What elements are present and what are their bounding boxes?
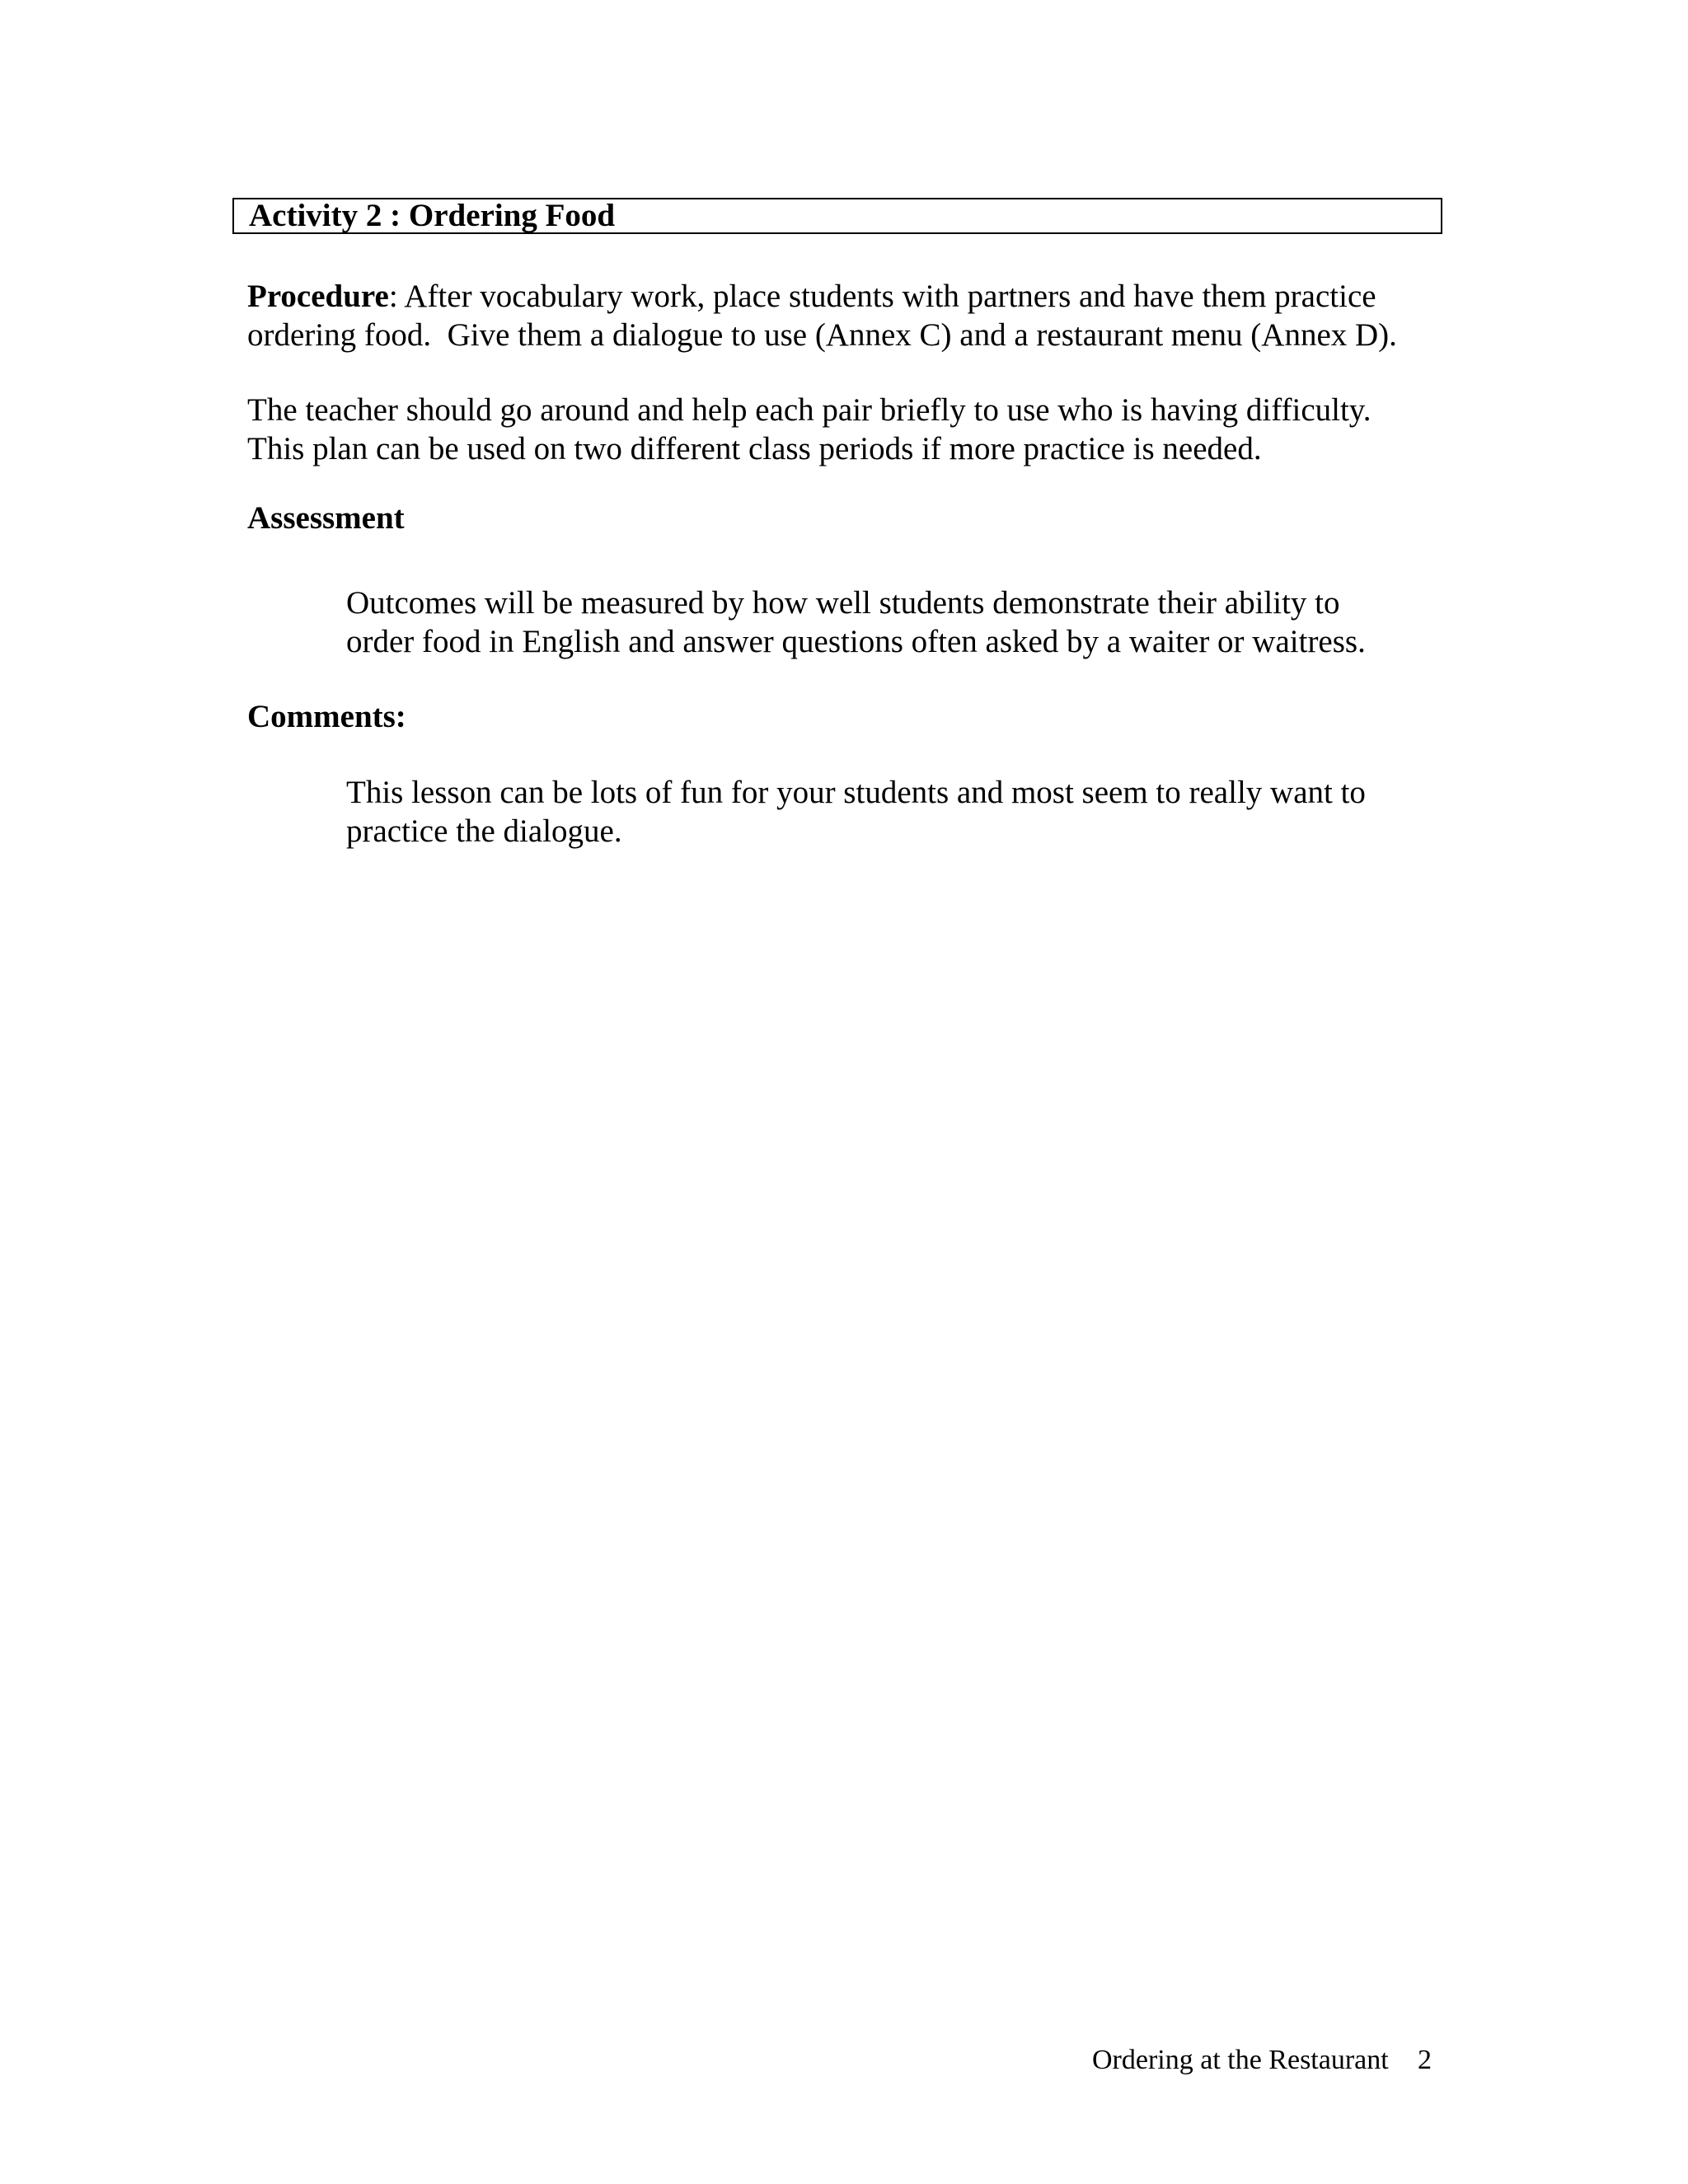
assessment-heading: Assessment xyxy=(247,500,405,536)
assessment-line-2: order food in English and answer questions often asked by a waiter or waitress. xyxy=(346,624,1366,659)
activity-title: Activity 2 : Ordering Food xyxy=(249,198,616,233)
footer-title: Ordering at the Restaurant xyxy=(1092,2045,1389,2075)
footer-page-number: 2 xyxy=(1418,2045,1432,2075)
teacher-note-paragraph xyxy=(247,391,1372,468)
procedure-text: : After vocabulary work, place students with partners and have them practice xyxy=(388,279,1376,314)
procedure-paragraph xyxy=(247,277,1397,354)
assessment-paragraph xyxy=(346,583,1366,661)
comments-heading: Comments: xyxy=(247,699,406,734)
procedure-line-1 xyxy=(247,277,1397,316)
comments-paragraph xyxy=(346,773,1366,851)
comments-line-2: practice the dialogue. xyxy=(346,813,622,849)
comments-line-1: This lesson can be lots of fun for your students and most seem to really want to xyxy=(346,775,1366,810)
activity-title-box xyxy=(232,198,1442,234)
procedure-label: Procedure xyxy=(247,279,389,314)
procedure-line-2: ordering food. Give them a dialogue to use (Annex C) and a restaurant menu (Annex D). xyxy=(247,317,1397,353)
teacher-note-line-1: The teacher should go around and help each pair briefly to use who is having difficulty. xyxy=(247,392,1372,428)
teacher-note-line-2: This plan can be used on two different class periods if more practice is needed. xyxy=(247,431,1262,466)
assessment-line-1: Outcomes will be measured by how well students demonstrate their ability to xyxy=(346,585,1340,621)
